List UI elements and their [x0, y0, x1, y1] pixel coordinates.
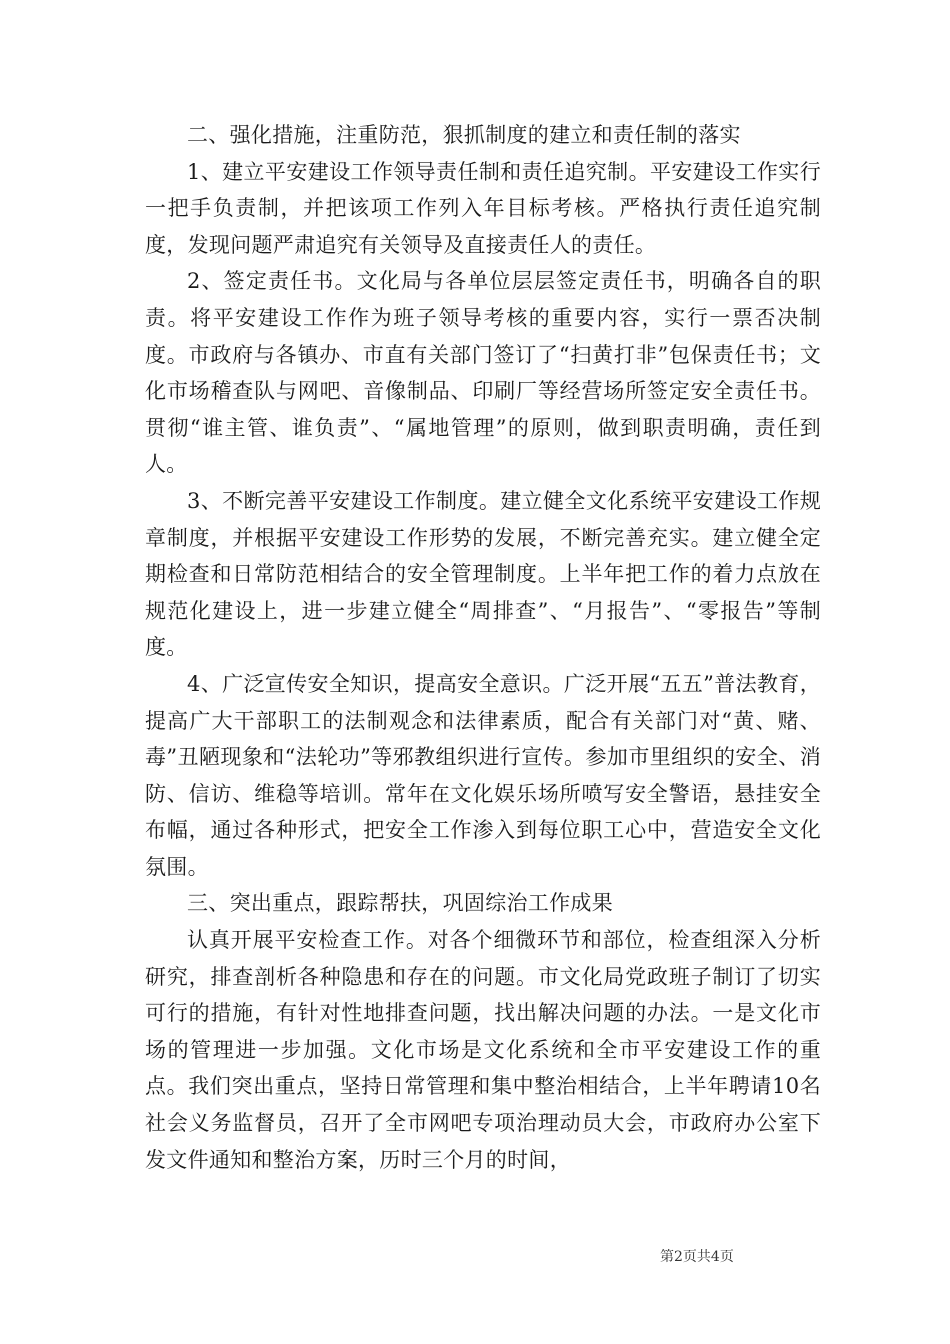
paragraph-item-3: 3、不断完善平安建设工作制度。建立健全文化系统平安建设工作规章制度，并根据平安建设工作形势的发展，不断完善充实。建立健全定期检查和日常防范相结合的安全管理制度。上半年把工作的着力点放在规范化建设上，进一步建立健全“周排查”、“月报告”、“零报告”等制度。: [145, 488, 821, 660]
section-heading-3: 三、突出重点，跟踪帮扶，巩固综治工作成果: [187, 891, 613, 916]
paragraph-inspection: 认真开展平安检查工作。对各个细微环节和部位，检查组深入分析研究，排查剖析各种隐患和存在的问题。市文化局党政班子制订了切实可行的措施，有针对性地排查问题，找出解决问题的办法。一是文化市场的管理进一步加强。文化市场是文化系统和全市平安建设工作的重点。我们突出重点，坚持日常管理和集中整治相结合，上半年聘请10名社会义务监督员，召开了全市网吧专项治理动员大会，市政府办公室下发文件通知和整治方案，历时三个月的时间，: [145, 928, 821, 1172]
paragraph-item-1: 1、建立平安建设工作领导责任制和责任追究制。平安建设工作实行一把手负责制，并把该项工作列入年目标考核。严格执行责任追究制度，发现问题严肃追究有关领导及直接责任人的责任。: [145, 159, 821, 257]
paragraph-item-4: 4、广泛宣传安全知识，提高安全意识。广泛开展“五五”普法教育，提高广大干部职工的法制观念和法律素质，配合有关部门对“黄、赌、毒”丑陋现象和“法轮功”等邪教组织进行宣传。参加市里组织的安全、消防、信访、维稳等培训。常年在文化娱乐场所喷写安全警语，悬挂安全布幅，通过各种形式，把安全工作渗入到每位职工心中，营造安全文化氛围。: [145, 671, 821, 879]
section-heading-2: 二、强化措施，注重防范，狠抓制度的建立和责任制的落实: [187, 123, 741, 147]
paragraph-item-2: 2、签定责任书。文化局与各单位层层签定责任书，明确各自的职责。将平安建设工作作为班子领导考核的重要内容，实行一票否决制度。市政府与各镇办、市直有关部门签订了“扫黄打非”包保责任书；文化市场稽查队与网吧、音像制品、印刷厂等经营场所签定安全责任书。贯彻“谁主管、谁负责”、“属地管理”的原则，做到职责明确，责任到人。: [145, 269, 821, 477]
page-number: 第2页共4页: [660, 1249, 734, 1265]
document-body: [145, 117, 821, 1178]
